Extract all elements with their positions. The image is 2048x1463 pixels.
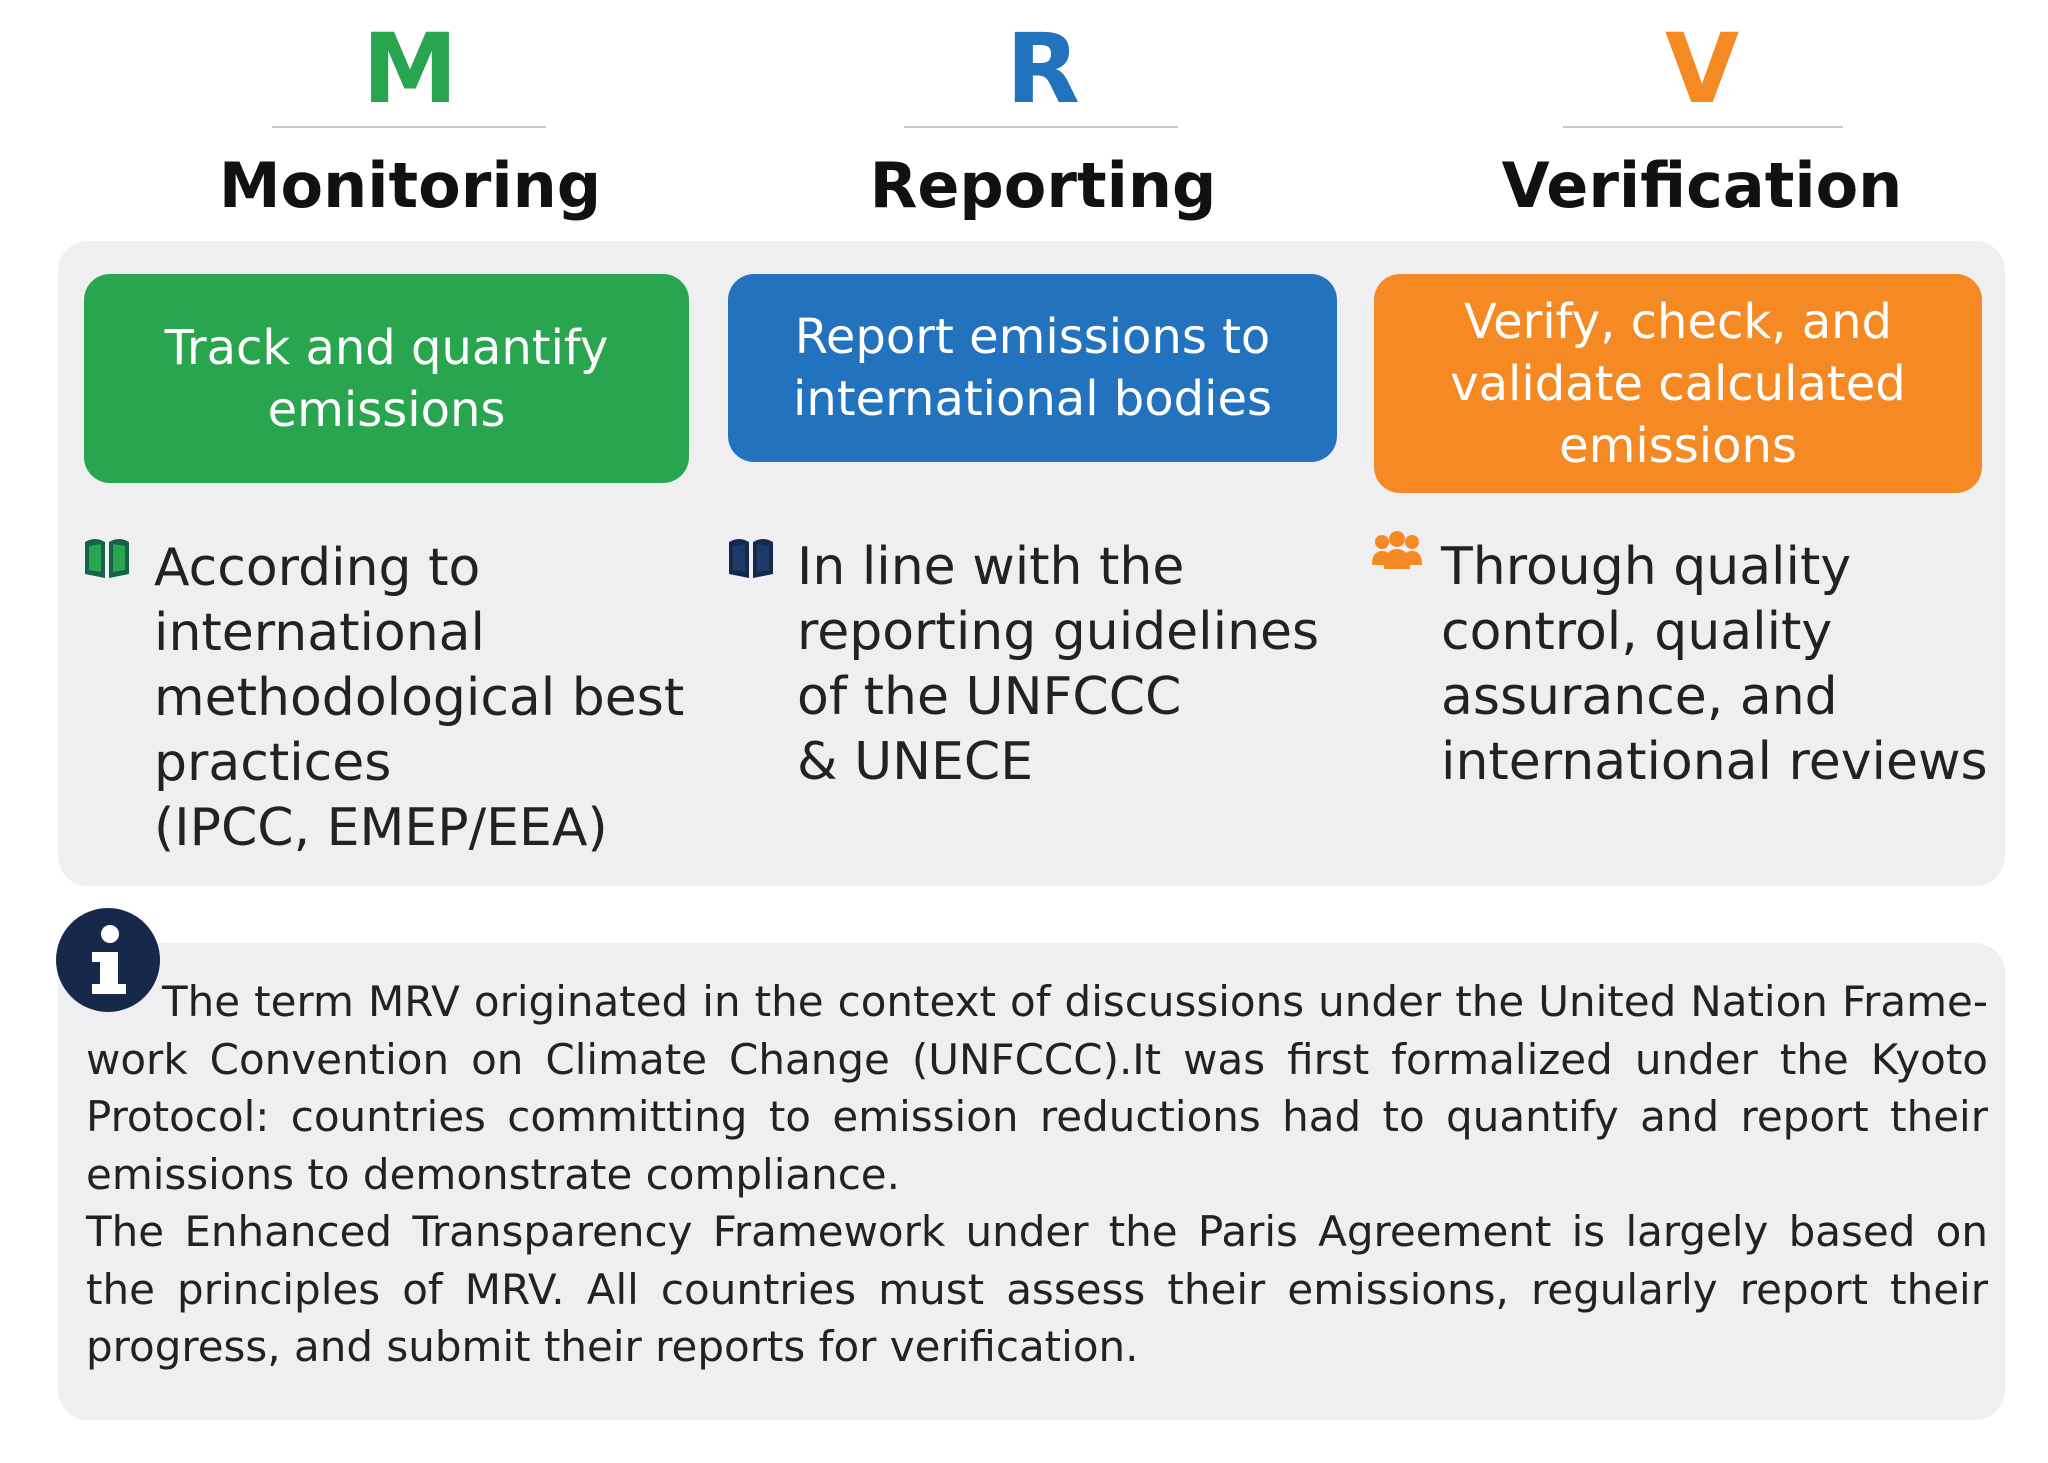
reporting-divider — [904, 126, 1178, 128]
info-text — [86, 973, 1988, 1376]
verification-box: Verify, check, and validate calculated emissions — [1374, 274, 1982, 493]
reporting-box: Report emissions to international bodies — [728, 274, 1337, 462]
monitoring-box: Track and quantify emissions — [84, 274, 689, 483]
verification-letter: V — [1664, 13, 1740, 125]
open-book-icon — [727, 534, 775, 578]
people-group-icon — [1372, 531, 1422, 571]
verification-divider — [1563, 126, 1843, 128]
reporting-letter: R — [1006, 13, 1080, 125]
open-book-icon — [83, 534, 131, 578]
monitoring-description: According to international methodological best practices (IPCC, EMEP/EEA) — [154, 538, 685, 858]
verification-title: Verification — [1501, 149, 1903, 222]
reporting-title: Reporting — [869, 149, 1217, 222]
info-paragraph-2: The Enhanced Transparency Framework under the Paris Agreement is largely based on the principles of MRV. All countries must assess their emissions, regularly report their progress, and submit their reports for verification. — [86, 1207, 1988, 1371]
monitoring-divider — [272, 126, 546, 128]
info-paragraph-1 — [86, 973, 1988, 1203]
monitoring-letter: M — [362, 13, 458, 125]
reporting-description: In line with the reporting guidelines of the UNFCCC & UNECE — [797, 537, 1320, 792]
verification-description: Through quality control, quality assurance, and international reviews — [1441, 537, 1988, 792]
info-paragraph-1-text: The term MRV originated in the context of discussions under the United Nation Frame-work Convention on Climate Change (UNFCCC).It was first formalized under the Kyoto Protocol: countries committing to emission reductions had to quantify and report their emissions to demonstrate compliance. — [86, 977, 1988, 1199]
monitoring-title: Monitoring — [218, 149, 602, 222]
